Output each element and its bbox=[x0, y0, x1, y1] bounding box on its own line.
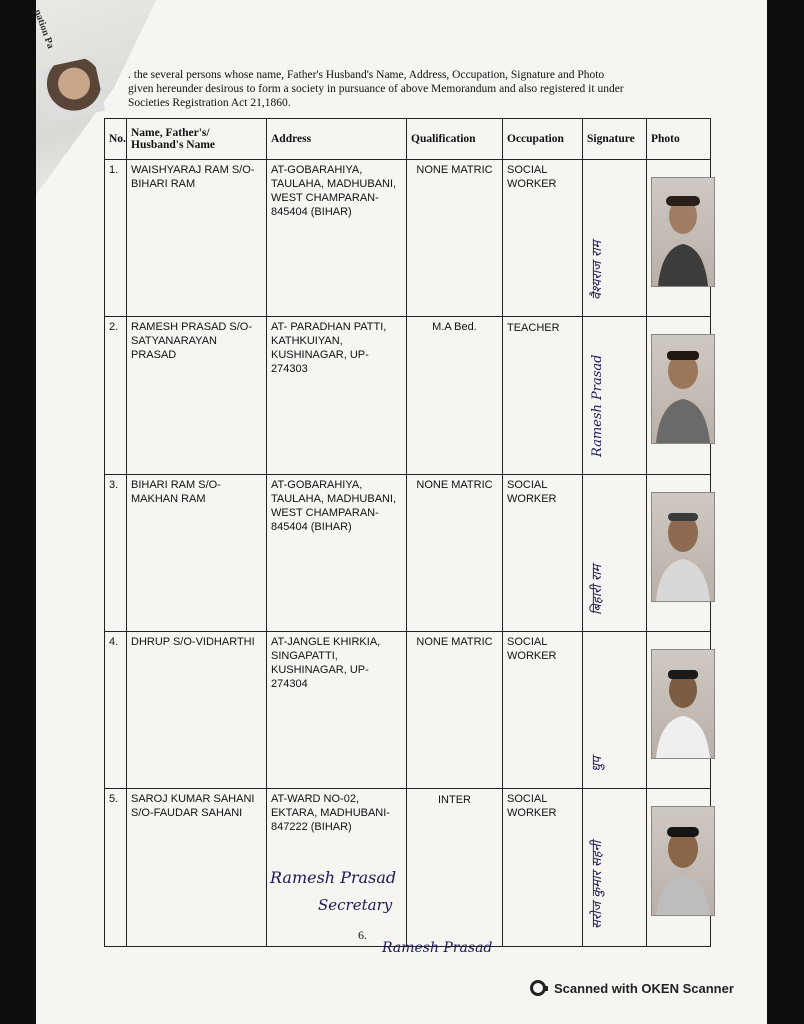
header-address: Address bbox=[267, 119, 407, 160]
row-occupation: TEACHER bbox=[503, 317, 583, 475]
row-no: 5. bbox=[105, 789, 127, 947]
footer-signature-title: Secretary bbox=[318, 896, 393, 914]
signature-cell bbox=[583, 475, 647, 632]
header-photo: Photo bbox=[647, 119, 711, 160]
photo-cell bbox=[647, 789, 711, 947]
row-address: AT-WARD NO-02, EKTARA, MADHUBANI- 847222 (BIHAR) bbox=[267, 789, 407, 947]
signature-cell bbox=[583, 789, 647, 947]
row-qualification: INTER bbox=[407, 789, 503, 947]
row-name: SAROJ KUMAR SAHANI S/O-FAUDAR SAHANI bbox=[127, 789, 267, 947]
row-signature: वैश्यराज राम bbox=[590, 240, 605, 300]
row-occupation: SOCIAL WORKER bbox=[503, 789, 583, 947]
table-header-row bbox=[105, 119, 711, 160]
intro-text bbox=[128, 68, 718, 110]
table-row bbox=[105, 632, 711, 789]
scanner-watermark bbox=[530, 980, 734, 996]
row-occupation: SOCIAL WORKER bbox=[503, 475, 583, 632]
row-qualification: NONE MATRIC bbox=[407, 632, 503, 789]
row-no: 1. bbox=[105, 160, 127, 317]
row-name: WAISHYARAJ RAM S/O- BIHARI RAM bbox=[127, 160, 267, 317]
member-photo bbox=[651, 806, 715, 916]
member-photo bbox=[651, 334, 715, 444]
footer-signature-bottom: Ramesh Prasad bbox=[382, 940, 493, 956]
intro-line-2: given hereunder desirous to form a society in pursuance of above Memorandum and also registered it under bbox=[128, 83, 624, 95]
header-no: No. bbox=[105, 119, 127, 160]
member-photo bbox=[651, 177, 715, 287]
row-qualification: M.A Bed. bbox=[407, 317, 503, 475]
row-no: 4. bbox=[105, 632, 127, 789]
signature-cell bbox=[583, 160, 647, 317]
row-no: 2. bbox=[105, 317, 127, 475]
table-row bbox=[105, 160, 711, 317]
scanner-label: Scanned with OKEN Scanner bbox=[554, 980, 734, 996]
row-qualification: NONE MATRIC bbox=[407, 475, 503, 632]
row-occupation: SOCIAL WORKER bbox=[503, 632, 583, 789]
corner-photo bbox=[40, 57, 105, 122]
row-name: RAMESH PRASAD S/O- SATYANARAYAN PRASAD bbox=[127, 317, 267, 475]
members-table bbox=[104, 118, 711, 947]
member-photo bbox=[651, 649, 715, 759]
table-row bbox=[105, 475, 711, 632]
row-signature: धुप bbox=[590, 756, 605, 772]
signature-cell bbox=[583, 317, 647, 475]
intro-line-3: Societies Registration Act 21,1860. bbox=[128, 97, 291, 109]
photo-cell bbox=[647, 317, 711, 475]
header-occupation: Occupation bbox=[503, 119, 583, 160]
footer-signature-name: Ramesh Prasad bbox=[270, 868, 397, 887]
signature-cell bbox=[583, 632, 647, 789]
table-row bbox=[105, 789, 711, 947]
table-row bbox=[105, 317, 711, 475]
footer-item-number: 6. bbox=[358, 928, 367, 942]
header-signature: Signature bbox=[583, 119, 647, 160]
row-no: 3. bbox=[105, 475, 127, 632]
row-signature: सरोज कुमार सहनी bbox=[590, 840, 605, 929]
row-name: BIHARI RAM S/O-MAKHAN RAM bbox=[127, 475, 267, 632]
intro-line-1: . the several persons whose name, Father's Husband's Name, Address, Occupation, Signature and Photo bbox=[128, 69, 605, 81]
row-address: AT-GOBARAHIYA, TAULAHA, MADHUBANI, WEST CHAMPARAN- 845404 (BIHAR) bbox=[267, 160, 407, 317]
row-address: AT-GOBARAHIYA, TAULAHA, MADHUBANI, WEST CHAMPARAN- 845404 (BIHAR) bbox=[267, 475, 407, 632]
row-signature: Ramesh Prasad bbox=[590, 354, 605, 457]
header-qualification: Qualification bbox=[407, 119, 503, 160]
header-name: Name, Father's/ Husband's Name bbox=[127, 119, 267, 160]
scanner-logo-icon bbox=[530, 980, 546, 996]
row-address: AT- PARADHAN PATTI, KATHKUIYAN, KUSHINAGAR, UP- 274303 bbox=[267, 317, 407, 475]
photo-cell bbox=[647, 160, 711, 317]
row-address: AT-JANGLE KHIRKIA, SINGAPATTI, KUSHINAGAR, UP- 274304 bbox=[267, 632, 407, 789]
corner-label: nation Pa bbox=[31, 8, 56, 51]
row-name: DHRUP S/O-VIDHARTHI bbox=[127, 632, 267, 789]
row-signature: बिहारी राम bbox=[590, 564, 605, 615]
photo-cell bbox=[647, 475, 711, 632]
member-photo bbox=[651, 492, 715, 602]
row-qualification: NONE MATRIC bbox=[407, 160, 503, 317]
row-occupation: SOCIAL WORKER bbox=[503, 160, 583, 317]
photo-cell bbox=[647, 632, 711, 789]
